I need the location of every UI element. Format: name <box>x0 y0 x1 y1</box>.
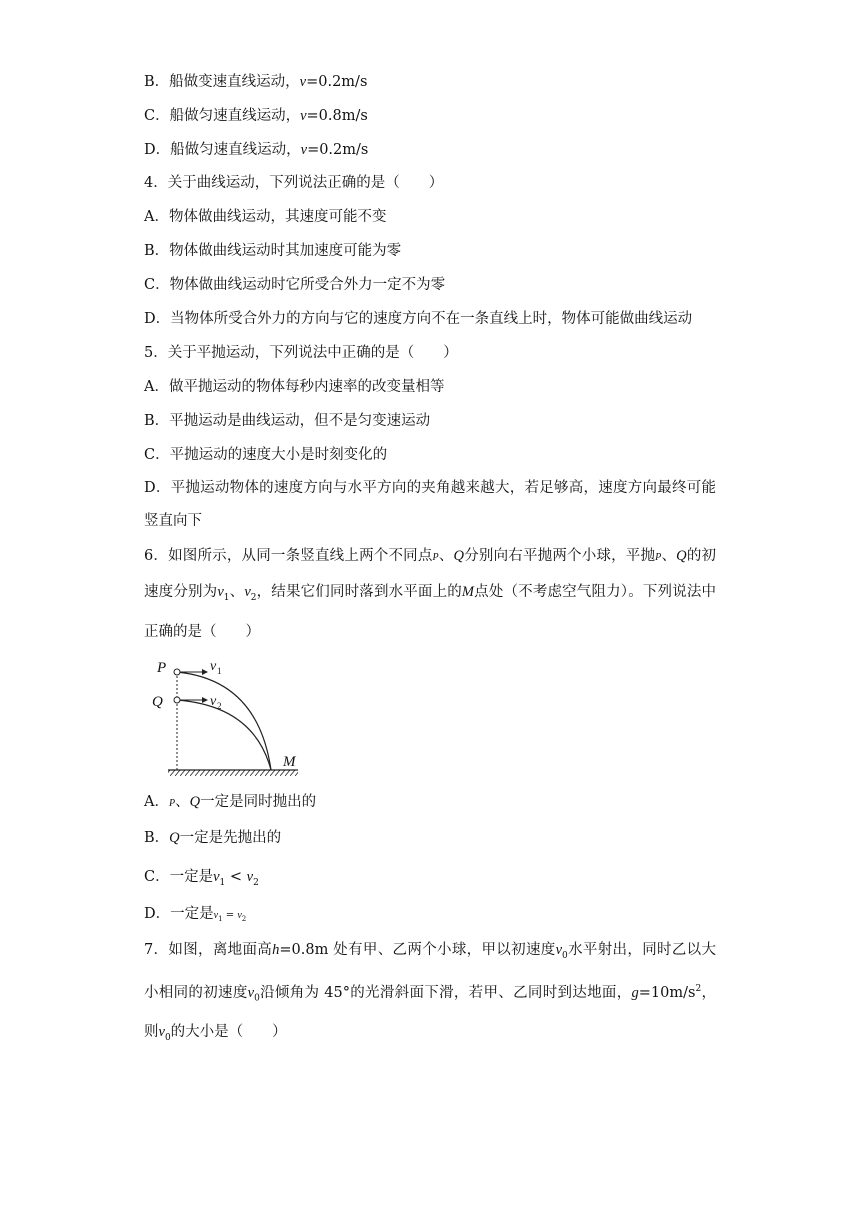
q6-separator-3: 、 <box>229 584 245 600</box>
q6-stem-part2: 分别向右平抛两个小球，平抛 <box>464 548 656 564</box>
projectile-diagram-svg <box>150 656 310 778</box>
q6-option-b-prefix: B． <box>144 830 170 846</box>
q6-separator-2: 、 <box>661 548 677 564</box>
q6-point-p: P <box>432 552 439 563</box>
q6-v1: v <box>217 584 224 600</box>
label-v1: v <box>210 659 217 674</box>
q6-v1-sub: 1 <box>223 592 230 603</box>
q5-option-a: A．做平抛运动的物体每秒内速率的改变量相等 <box>144 379 445 395</box>
q4-option-b: B．物体做曲线运动时其加速度可能为零 <box>144 243 402 259</box>
q3-option-c-value: =0.8m/s <box>306 108 368 124</box>
q5-option-c: C．平抛运动的速度大小是时刻变化的 <box>144 447 388 463</box>
q5-stem: 5．关于平抛运动，下列说法中正确的是（ ） <box>144 345 458 361</box>
q6-option-b-suffix: 一定是先抛出的 <box>179 830 282 846</box>
q6-option-d-prefix: D．一定是 <box>144 906 214 922</box>
trajectory-q <box>177 700 271 770</box>
q3-option-c-var: v <box>300 108 307 124</box>
arrow-v2-head <box>202 697 208 703</box>
q6-option-a-prefix: A． <box>144 794 169 810</box>
q3-option-d <box>144 140 368 160</box>
q4-stem: 4．关于曲线运动，下列说法正确的是（ ） <box>144 175 444 191</box>
q6-option-c-v2-sub: 2 <box>253 877 259 888</box>
q6-option-a <box>144 792 316 814</box>
q6-option-a-p: P <box>168 798 176 809</box>
q3-option-b-text: B．船做变速直线运动， <box>144 74 300 90</box>
q7-var-v0-b-sub: 0 <box>254 993 260 1004</box>
q7-var-v0-b: v <box>247 984 255 1001</box>
arrow-v1-head <box>202 669 208 675</box>
label-p: P <box>157 660 167 676</box>
q7-stem-part4: 沿倾角为 45°的光滑斜面下滑，若甲、乙同时到达地面， <box>259 984 632 1001</box>
q6-option-c-v1-sub: 1 <box>219 877 226 888</box>
q3-option-d-value: =0.2m/s <box>307 142 369 158</box>
q7-var-h: h <box>272 942 280 958</box>
ball-q <box>174 697 180 703</box>
q4-option-c: C．物体做曲线运动时它所受合外力一定不为零 <box>144 277 446 293</box>
q6-option-a-q: Q <box>189 794 201 810</box>
q7-stem-part7: 的大小是（ ） <box>170 1023 287 1040</box>
q7-stem <box>144 934 716 1055</box>
q3-option-c-text: C．船做匀速直线运动， <box>144 108 301 124</box>
q7-stem-part3: 水平射出，同时乙以大小相同的初速度 <box>144 942 716 1001</box>
q6-separator: 、 <box>438 548 454 564</box>
q6-option-c-v1: v <box>213 869 220 885</box>
q6-point-p-2: P <box>655 552 662 563</box>
q6-v2: v <box>244 584 251 600</box>
q6-stem-part5: 点处（不考虑空气阻力）。下列说法中正确的是（ ） <box>144 584 717 640</box>
q3-option-d-var: v <box>300 142 308 158</box>
q4-option-d: D．当物体所受合外力的方向与它的速度方向不在一条直线上时，物体可能做曲线运动 <box>144 311 693 327</box>
q6-stem-part3: 的初速度分别为 <box>144 548 717 600</box>
trajectory-p <box>177 672 271 770</box>
q6-point-m: M <box>461 584 475 600</box>
projectile-diagram <box>150 656 310 778</box>
q6-option-c-rel: < <box>225 869 247 885</box>
q6-stem <box>144 539 716 649</box>
q6-option-c <box>144 867 259 893</box>
q6-stem-part1: 6．如图所示，从同一条竖直线上两个不同点 <box>144 548 433 564</box>
ground-hatch <box>168 770 298 776</box>
q6-point-q-2: Q <box>676 548 687 564</box>
q3-option-b-var: v <box>299 74 307 90</box>
q6-option-d-v1-sub: 1 <box>218 915 223 923</box>
q6-option-c-v2: v <box>246 869 254 885</box>
q7-var-v0-c-sub: 0 <box>164 1032 171 1043</box>
q6-point-q: Q <box>453 548 464 564</box>
q7-stem-part1: 7．如图，离地面高 <box>144 942 273 958</box>
q3-option-b-value: =0.2m/s <box>306 74 368 90</box>
label-v2: v <box>210 694 217 709</box>
q3-option-d-text: D．船做匀速直线运动， <box>144 142 301 158</box>
q6-option-a-suffix: 一定是同时抛出的 <box>200 794 317 810</box>
q7-stem-part2: =0.8m 处有甲、乙两个小球，甲以初速度 <box>279 942 556 958</box>
label-v1-sub: 1 <box>217 666 222 676</box>
q7-var-v0-a-sub: 0 <box>562 950 568 961</box>
q4-option-a: A．物体做曲线运动，其速度可能不变 <box>144 209 387 225</box>
q7-stem-part5: =10m/s <box>638 984 696 1001</box>
q7-var-v0-c: v <box>158 1023 165 1040</box>
q6-option-a-sep: 、 <box>175 794 190 810</box>
q6-option-d-v2: v <box>237 910 242 921</box>
q6-stem-part4: ，结果它们同时落到水平面上的 <box>256 584 462 600</box>
q6-option-d <box>144 904 246 929</box>
label-q: Q <box>152 694 163 710</box>
q3-option-c <box>144 106 368 126</box>
label-v2-sub: 2 <box>217 701 222 711</box>
q5-option-b: B．平抛运动是曲线运动，但不是匀变速运动 <box>144 413 431 429</box>
q3-option-b <box>144 72 367 92</box>
q6-option-d-v2-sub: 2 <box>241 915 247 923</box>
q6-option-b-q: Q <box>169 830 180 846</box>
q6-option-d-rel: = <box>222 910 238 921</box>
ball-p <box>174 669 180 675</box>
q6-option-c-prefix: C．一定是 <box>144 869 214 885</box>
q6-option-d-v1: v <box>213 910 219 921</box>
q7-unit-sup: 2 <box>695 983 702 994</box>
q7-stem-part6: ，则 <box>144 984 717 1040</box>
q5-option-d: D．平抛运动物体的速度方向与水平方向的夹角越来越大，若足够高，速度方向最终可能竖直向下 <box>144 480 716 529</box>
q6-v2-sub: 2 <box>250 592 257 603</box>
q6-option-b <box>144 828 281 848</box>
q7-var-g: g <box>631 984 639 1001</box>
q7-var-v0-a: v <box>555 942 563 958</box>
label-m: M <box>283 754 296 770</box>
